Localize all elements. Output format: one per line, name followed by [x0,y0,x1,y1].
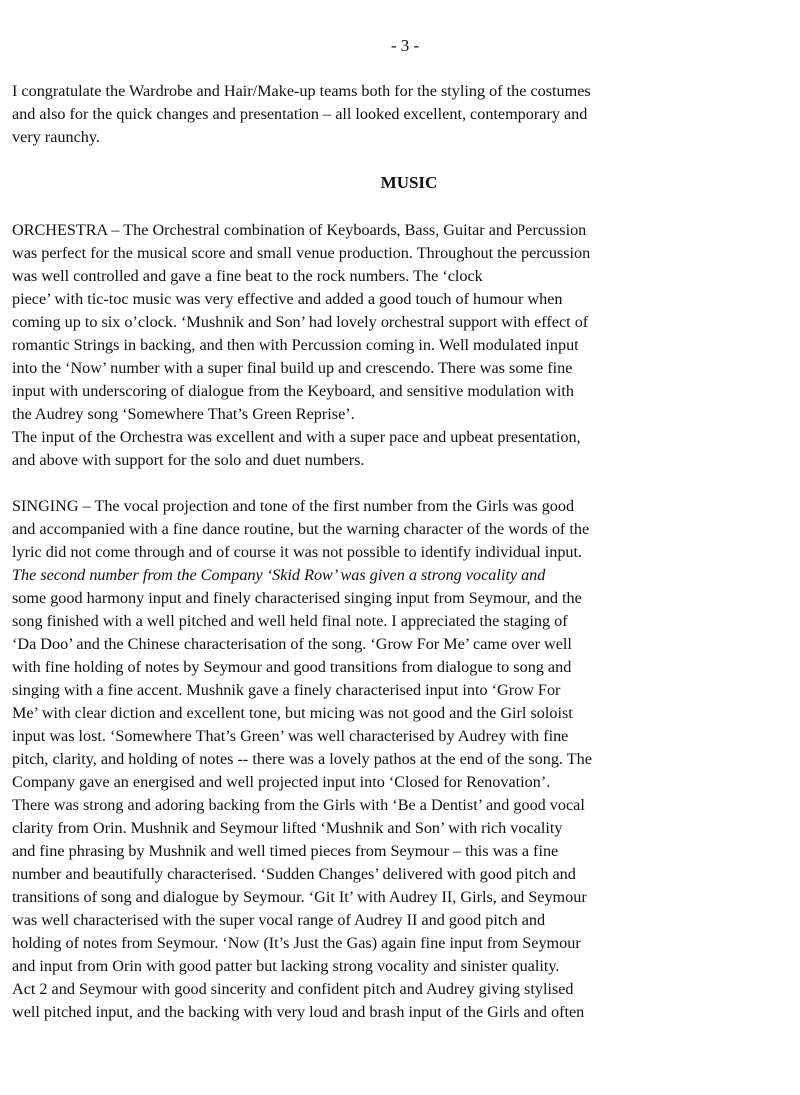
paragraph-line: was perfect for the musical score and small venue production. Throughout the percussion [12,244,591,262]
intro-paragraph [12,80,740,149]
paragraph-line: clarity from Orin. Mushnik and Seymour lifted ‘Mushnik and Son’ with rich vocality [12,819,563,837]
orchestra-paragraph [12,219,740,472]
paragraph-line: The second number from the Company ‘Skid Row’ was given a strong vocality and [12,566,546,584]
paragraph-line: number and beautifully characterised. ‘Sudden Changes’ delivered with good pitch and [12,865,576,883]
section-heading: MUSIC [380,173,438,192]
paragraph-line: Act 2 and Seymour with good sincerity and confident pitch and Audrey giving stylised [12,980,574,998]
paragraph-line: some good harmony input and finely characterised singing input from Seymour, and the [12,589,582,607]
paragraph-line: holding of notes from Seymour. ‘Now (It’s Just the Gas) again fine input from Seymour [12,934,581,952]
paragraph-line: was well controlled and gave a fine beat to the rock numbers. The ‘clock [12,267,483,285]
paragraph-line: coming up to six o’clock. ‘Mushnik and Son’ had lovely orchestral support with effect of [12,313,589,331]
paragraph-line: romantic Strings in backing, and then with Percussion coming in. Well modulated input [12,336,579,354]
page-number: - 3 - [390,36,420,55]
paragraph-line: well pitched input, and the backing with very loud and brash input of the Girls and often [12,1003,585,1021]
paragraph-line: singing with a fine accent. Mushnik gave a finely characterised input into ‘Grow For [12,681,561,699]
paragraph-line: transitions of song and dialogue by Seymour. ‘Git It’ with Audrey II, Girls, and Seymour [12,888,587,906]
paragraph-line: Company gave an energised and well projected input into ‘Closed for Renovation’. [12,773,551,791]
paragraph-line: the Audrey song ‘Somewhere That’s Green Reprise’. [12,405,355,423]
paragraph-line: I congratulate the Wardrobe and Hair/Make-up teams both for the styling of the costumes [12,82,591,100]
singing-paragraph [12,495,740,1024]
paragraph-line: lyric did not come through and of course it was not possible to identify individual input. [12,543,583,561]
paragraph-line: and fine phrasing by Mushnik and well timed pieces from Seymour – this was a fine [12,842,559,860]
paragraph-line: SINGING – The vocal projection and tone of the first number from the Girls was good [12,497,575,515]
paragraph-line: and input from Orin with good patter but lacking strong vocality and sinister quality. [12,957,560,975]
paragraph-line: pitch, clarity, and holding of notes -- there was a lovely pathos at the end of the song. The [12,750,592,768]
paragraph-line: song finished with a well pitched and well held final note. I appreciated the staging of [12,612,568,630]
paragraph-line: piece’ with tic-toc music was very effective and added a good touch of humour when [12,290,563,308]
paragraph-line: into the ‘Now’ number with a super final build up and crescendo. There was some fine [12,359,573,377]
paragraph-line: ‘Da Doo’ and the Chinese characterisation of the song. ‘Grow For Me’ came over well [12,635,572,653]
paragraph-line: ORCHESTRA – The Orchestral combination of Keyboards, Bass, Guitar and Percussion [12,221,587,239]
paragraph-line: The input of the Orchestra was excellent and with a super pace and upbeat presentation, [12,428,581,446]
paragraph-line: input with underscoring of dialogue from the Keyboard, and sensitive modulation with [12,382,574,400]
paragraph-line: with fine holding of notes by Seymour and good transitions from dialogue to song and [12,658,572,676]
paragraph-line: and accompanied with a fine dance routine, but the warning character of the words of the [12,520,590,538]
paragraph-line: was well characterised with the super vocal range of Audrey II and good pitch and [12,911,546,929]
paragraph-line: input was lost. ‘Somewhere That’s Green’ was well characterised by Audrey with fine [12,727,569,745]
paragraph-line: Me’ with clear diction and excellent tone, but micing was not good and the Girl soloist [12,704,573,722]
paragraph-line: and above with support for the solo and duet numbers. [12,451,365,469]
paragraph-line: There was strong and adoring backing from the Girls with ‘Be a Dentist’ and good vocal [12,796,585,814]
paragraph-line: very raunchy. [12,128,100,146]
paragraph-line: and also for the quick changes and presentation – all looked excellent, contemporary and [12,105,588,123]
